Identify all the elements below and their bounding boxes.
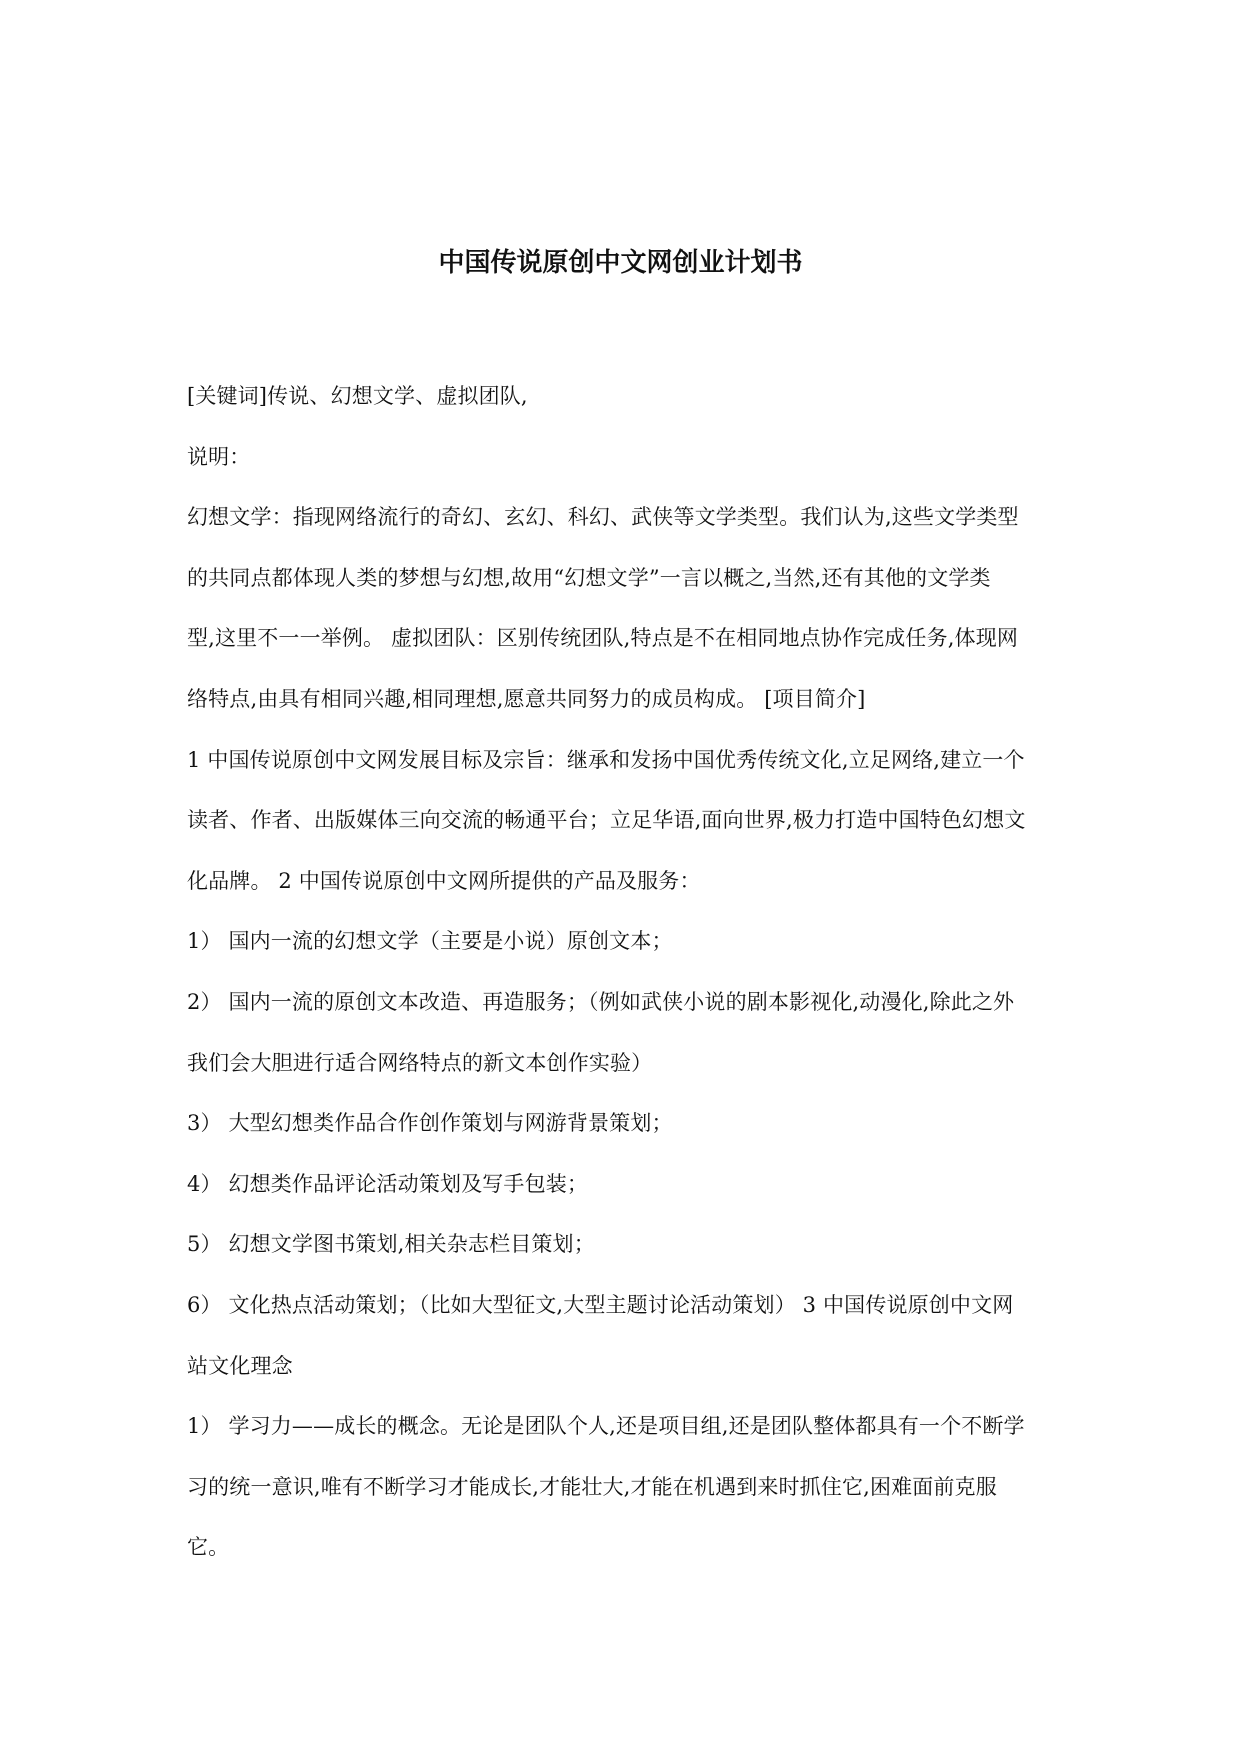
body-line: 1） 学习力——成长的概念。无论是团队个人,还是项目组,还是团队整体都具有一个不断学 — [187, 1414, 1025, 1439]
body-line: 4） 幻想类作品评论活动策划及写手包装； — [187, 1171, 589, 1196]
body-line: 习的统一意识,唯有不断学习才能成长,才能壮大,才能在机遇到来时抓住它,困难面前克服 — [187, 1474, 997, 1499]
body-line: 2） 国内一流的原创文本改造、再造服务；（例如武侠小说的剧本影视化,动漫化,除此之外 — [187, 989, 1015, 1014]
body-line: 化品牌。 2 中国传说原创中文网所提供的产品及服务： — [187, 868, 701, 893]
body-line: 型,这里不一一举例。 虚拟团队：区别传统团队,特点是不在相同地点协作完成任务,体现网 — [187, 626, 1018, 651]
document-title: 中国传说原创中文网创业计划书 — [438, 248, 803, 278]
body-line: 6） 文化热点活动策划；（比如大型征文,大型主题讨论活动策划） 3 中国传说原创中文网 — [187, 1292, 1014, 1317]
body-line: 1） 国内一流的幻想文学（主要是小说）原创文本； — [187, 929, 673, 954]
body-line: 它。 — [187, 1535, 230, 1560]
document-body — [187, 366, 1057, 1578]
body-line: 说明： — [187, 444, 251, 469]
body-line: 幻想文学：指现网络流行的奇幻、玄幻、科幻、武侠等文学类型。我们认为,这些文学类型 — [187, 505, 1019, 530]
body-line: [关键词]传说、幻想文学、虚拟团队, — [187, 384, 528, 408]
body-line: 我们会大胆进行适合网络特点的新文本创作实验） — [187, 1050, 653, 1075]
body-line: 站文化理念 — [187, 1353, 293, 1378]
body-line: 读者、作者、出版媒体三向交流的畅通平台；立足华语,面向世界,极力打造中国特色幻想文 — [187, 808, 1026, 833]
body-line: 5） 幻想文学图书策划,相关杂志栏目策划； — [187, 1232, 595, 1257]
body-line: 3） 大型幻想类作品合作创作策划与网游背景策划； — [187, 1111, 673, 1136]
body-line: 的共同点都体现人类的梦想与幻想,故用“幻想文学”一言以概之,当然,还有其他的文学类 — [187, 565, 991, 590]
body-line: 1 中国传说原创中文网发展目标及宗旨：继承和发扬中国优秀传统文化,立足网络,建立一个 — [187, 747, 1025, 772]
body-line: 络特点,由具有相同兴趣,相同理想,愿意共同努力的成员构成。 [项目简介] — [187, 686, 866, 711]
